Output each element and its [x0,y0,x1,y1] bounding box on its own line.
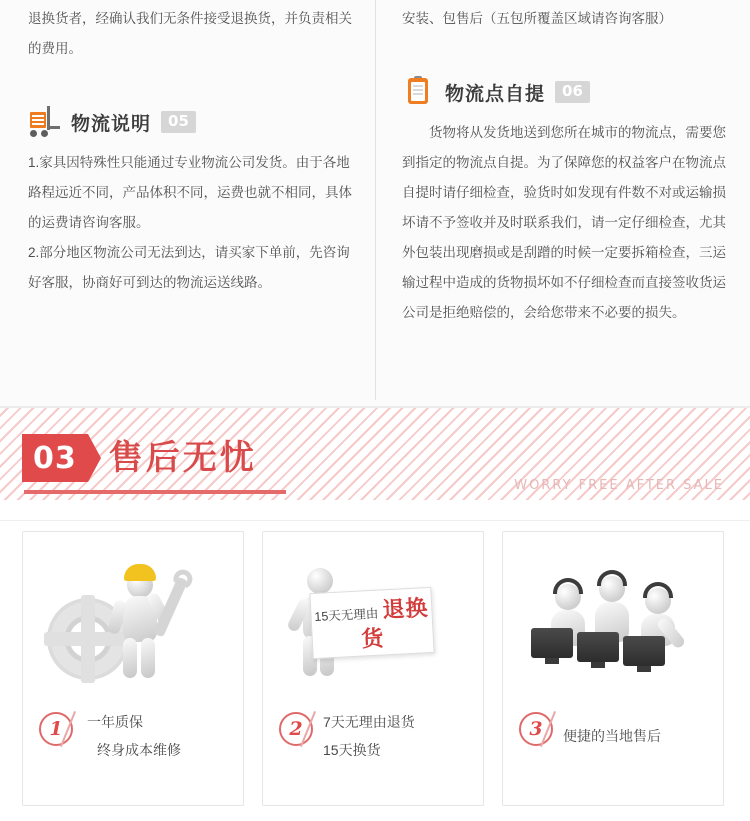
after-sale-card-2[interactable] [262,531,484,806]
after-sale-card-1[interactable] [22,531,244,806]
headset-icon [597,570,627,586]
logistics-body-06 [402,118,732,328]
logistics-left-column [28,0,358,298]
monitor-icon-3 [623,636,665,666]
card-3-labels [563,722,713,750]
figure-head [307,568,333,594]
forklift-icon [28,106,62,138]
banner-bottom-strip [0,500,750,520]
after-sale-cards [0,521,750,821]
logistics-body-05 [28,148,358,298]
right-continued-text: 安装、包售后（五包所覆盖区域请咨询客服） [402,11,672,26]
section-number-06: 06 [555,81,590,103]
vertical-divider [375,0,376,400]
card-1-image [23,532,243,702]
clipboard-icon [402,76,436,108]
section-title-06: 物流点自提 [445,83,546,105]
card-2-line-1: 7天无理由退货 [323,714,415,730]
logistics-right-column [402,0,732,328]
sign-line-1: 15天无理由 [314,606,379,624]
banner-underline [24,490,286,494]
banner-badge [22,434,257,482]
headset-icon [643,582,673,598]
helmet-icon [124,564,156,581]
card-1-labels [83,708,233,764]
section-title-05: 物流说明 [71,113,152,135]
logistics-heading-06 [402,74,732,110]
figure-leg-right [141,638,155,678]
return-sign [309,587,434,659]
card-1-number: 1 [39,712,73,746]
card-2-number: 2 [279,712,313,746]
monitor-icon-2 [577,632,619,662]
card-3-number: 3 [519,712,553,746]
card-1-line-2: 终身成本维修 [97,742,181,758]
banner-arrow [88,434,101,482]
monitor-icon-1 [531,628,573,658]
card-2-image [263,532,483,702]
sign-line-2: 退换货 [360,595,430,652]
after-sale-banner [0,408,750,521]
section-number-05: 05 [161,111,196,133]
card-2-line-2: 15天换货 [323,742,381,758]
banner-title-cn: 售后无忧 [108,439,257,477]
card-2-labels [323,708,473,764]
headset-icon [553,578,583,594]
paragraph: 2.部分地区物流公司无法到达，请买家下单前，先咨询好客服，协商好可到达的物流运送线路。 [28,245,350,290]
logistics-section [0,0,750,408]
banner-number: 03 [22,434,88,482]
card-3-image [503,532,723,702]
card-3-line-1: 便捷的当地售后 [563,728,661,744]
left-continued-text: 退换货者，经确认我们无条件接受退换货，并负责相关的费用。 [28,11,352,56]
paragraph: 货物将从发货地送到您所在城市的物流点，需要您到指定的物流点自提。为了保障您的权益客户在物流点自提时请仔细检查，验货时如发现有件数不对或运输损坏请不予签收并及时联系我们，请一定仔细检查，尤其外包装出现磨损或是刮蹭的时候一定要拆箱检查，三运输过程中造成的货物损坏如不仔细检查而直接签收货运公司是拒绝赔偿的，会给您带来不必要的损失。 [402,125,726,320]
banner-title-en: WORRY FREE AFTER SALE [514,478,724,493]
figure-leg-left [123,638,137,678]
logistics-heading-05 [28,104,358,140]
after-sale-card-3[interactable] [502,531,724,806]
paragraph: 1.家具因特殊性只能通过专业物流公司发货。由于各地路程远近不同，产品体积不同，运费也就不相同，具体的运费请咨询客服。 [28,155,352,230]
card-1-line-1: 一年质保 [87,714,143,730]
